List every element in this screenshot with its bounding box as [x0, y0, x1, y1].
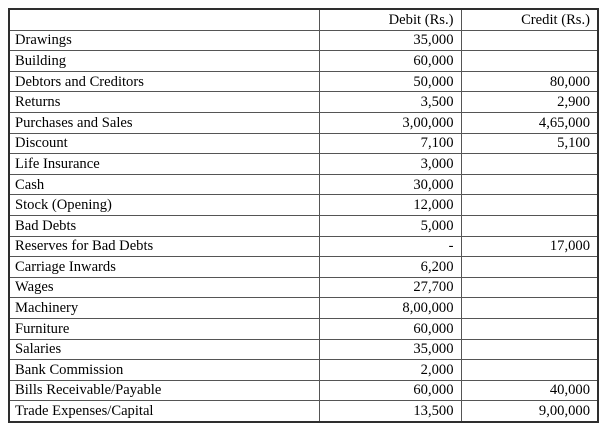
credit-amount-cell: 4,65,000: [461, 112, 598, 133]
credit-amount-cell: [461, 318, 598, 339]
table-body: [9, 30, 598, 422]
table-row: [9, 277, 598, 298]
table-row: [9, 360, 598, 381]
particulars-header: [9, 9, 319, 30]
credit-amount-cell: 2,900: [461, 92, 598, 113]
table-row: [9, 318, 598, 339]
account-name-cell: Trade Expenses/Capital: [9, 401, 319, 422]
account-name-cell: Returns: [9, 92, 319, 113]
account-name-cell: Bank Commission: [9, 360, 319, 381]
credit-amount-cell: [461, 277, 598, 298]
credit-amount-cell: [461, 339, 598, 360]
credit-amount-cell: [461, 215, 598, 236]
credit-amount-cell: [461, 195, 598, 216]
credit-amount-cell: [461, 257, 598, 278]
credit-amount-cell: [461, 360, 598, 381]
debit-amount-cell: 12,000: [319, 195, 461, 216]
account-name-cell: Purchases and Sales: [9, 112, 319, 133]
debit-amount-cell: 35,000: [319, 339, 461, 360]
table-row: [9, 92, 598, 113]
debit-amount-cell: 7,100: [319, 133, 461, 154]
debit-amount-cell: 5,000: [319, 215, 461, 236]
account-name-cell: Bad Debts: [9, 215, 319, 236]
table-row: [9, 112, 598, 133]
table-row: [9, 401, 598, 422]
debit-amount-cell: 30,000: [319, 174, 461, 195]
credit-amount-cell: [461, 154, 598, 175]
table-row: [9, 195, 598, 216]
header-row: [9, 9, 598, 30]
trial-balance-table: [8, 8, 599, 423]
account-name-cell: Building: [9, 51, 319, 72]
account-name-cell: Salaries: [9, 339, 319, 360]
debit-amount-cell: 35,000: [319, 30, 461, 51]
credit-column-header: Credit (Rs.): [461, 9, 598, 30]
table-row: [9, 174, 598, 195]
debit-amount-cell: 6,200: [319, 257, 461, 278]
debit-amount-cell: 8,00,000: [319, 298, 461, 319]
debit-amount-cell: 50,000: [319, 71, 461, 92]
table-row: [9, 51, 598, 72]
account-name-cell: Furniture: [9, 318, 319, 339]
credit-amount-cell: 17,000: [461, 236, 598, 257]
credit-amount-cell: [461, 51, 598, 72]
debit-amount-cell: 3,00,000: [319, 112, 461, 133]
debit-amount-cell: 60,000: [319, 51, 461, 72]
account-name-cell: Drawings: [9, 30, 319, 51]
credit-amount-cell: 5,100: [461, 133, 598, 154]
table-row: [9, 339, 598, 360]
debit-amount-cell: 13,500: [319, 401, 461, 422]
table-row: [9, 71, 598, 92]
debit-amount-cell: 60,000: [319, 318, 461, 339]
debit-amount-cell: 60,000: [319, 380, 461, 401]
account-name-cell: Debtors and Creditors: [9, 71, 319, 92]
table-row: [9, 298, 598, 319]
credit-amount-cell: 9,00,000: [461, 401, 598, 422]
credit-amount-cell: 80,000: [461, 71, 598, 92]
table-row: [9, 30, 598, 51]
table-row: [9, 215, 598, 236]
account-name-cell: Life Insurance: [9, 154, 319, 175]
table-row: [9, 154, 598, 175]
table-row: [9, 133, 598, 154]
account-name-cell: Carriage Inwards: [9, 257, 319, 278]
account-name-cell: Machinery: [9, 298, 319, 319]
table-row: [9, 257, 598, 278]
account-name-cell: Stock (Opening): [9, 195, 319, 216]
credit-amount-cell: [461, 30, 598, 51]
debit-amount-cell: -: [319, 236, 461, 257]
credit-amount-cell: 40,000: [461, 380, 598, 401]
credit-amount-cell: [461, 298, 598, 319]
debit-amount-cell: 27,700: [319, 277, 461, 298]
table-row: [9, 236, 598, 257]
account-name-cell: Wages: [9, 277, 319, 298]
credit-amount-cell: [461, 174, 598, 195]
table-row: [9, 380, 598, 401]
account-name-cell: Discount: [9, 133, 319, 154]
debit-column-header: Debit (Rs.): [319, 9, 461, 30]
account-name-cell: Bills Receivable/Payable: [9, 380, 319, 401]
debit-amount-cell: 3,000: [319, 154, 461, 175]
debit-amount-cell: 3,500: [319, 92, 461, 113]
debit-amount-cell: 2,000: [319, 360, 461, 381]
account-name-cell: Reserves for Bad Debts: [9, 236, 319, 257]
account-name-cell: Cash: [9, 174, 319, 195]
